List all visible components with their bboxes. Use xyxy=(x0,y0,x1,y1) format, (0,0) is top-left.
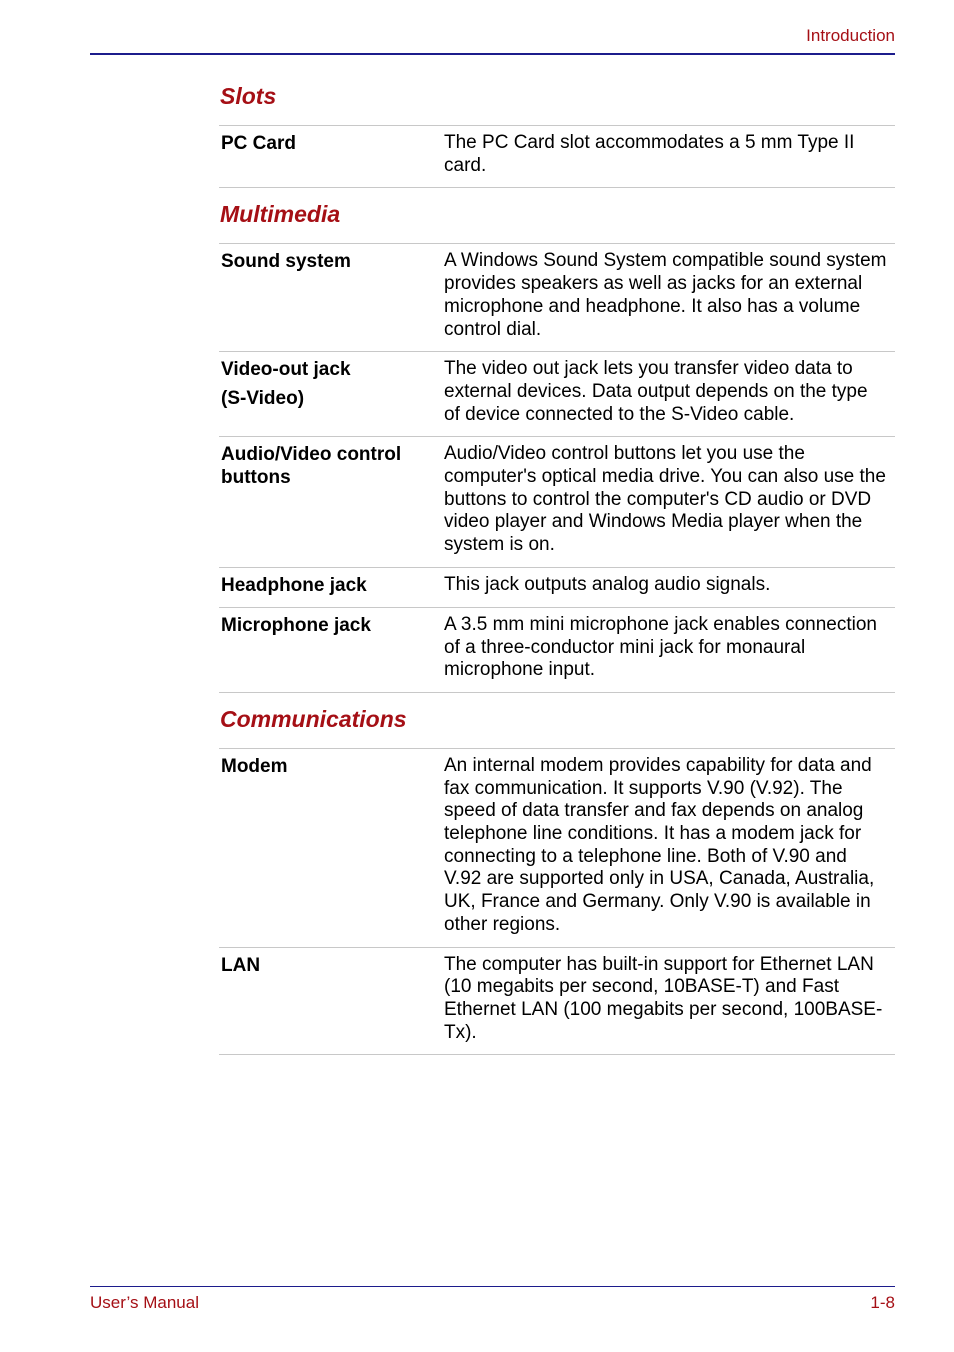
spec-term: Video-out jack xyxy=(221,359,351,381)
spec-description: The PC Card slot accommodates a 5 mm Type II card. xyxy=(444,132,855,176)
spec-description: A 3.5 mm mini microphone jack enables connection of a three-conductor mini jack for monaural microphone input. xyxy=(444,613,878,681)
spec-description: The computer has built-in support for Ethernet LAN (10 megabits per second, 10BASE-T) and Fast Ethernet LAN (100 megabits per second, 100BASE-Tx). xyxy=(444,953,883,1043)
table-row xyxy=(219,749,895,948)
table-row xyxy=(219,437,895,568)
spec-description: Audio/Video control buttons let you use the computer's optical media drive. You can also use the buttons to control the computer's CD audio or DVD video player and Windows Media player when the system is on. xyxy=(444,443,886,556)
spec-description: A Windows Sound System compatible sound system provides speakers as well as jacks for an external microphone and headphone. It also has a volume control dial. xyxy=(444,250,887,340)
section-multimedia xyxy=(219,198,895,693)
spec-term: Audio/Video control buttons xyxy=(221,444,402,489)
spec-term-sub: (S-Video) xyxy=(221,388,305,410)
section-title: Slots xyxy=(220,83,277,109)
table-row xyxy=(219,126,895,188)
spec-term: Microphone jack xyxy=(221,614,371,636)
spec-term: Headphone jack xyxy=(221,574,367,596)
table-row xyxy=(219,948,895,1056)
footer-rule xyxy=(90,1286,895,1287)
spec-table xyxy=(219,125,895,188)
spec-term: LAN xyxy=(221,954,261,976)
section-title: Communications xyxy=(220,705,407,732)
spec-table xyxy=(219,243,895,693)
spec-description: This jack outputs analog audio signals. xyxy=(444,573,771,595)
section-slots xyxy=(219,80,895,188)
table-row xyxy=(219,352,895,437)
table-row xyxy=(219,244,895,352)
section-title: Multimedia xyxy=(220,201,341,228)
spec-term-group xyxy=(219,358,444,426)
table-row xyxy=(219,608,895,693)
spec-content xyxy=(219,80,895,1055)
spec-term: PC Card xyxy=(221,133,296,154)
running-header: Introduction xyxy=(806,26,895,45)
spec-term: Sound system xyxy=(221,251,351,273)
page-number: 1-8 xyxy=(870,1293,895,1312)
spec-table xyxy=(219,748,895,1055)
spec-description: The video out jack lets you transfer video data to external devices. Data output depends on the type of device connected to the S-Video cable. xyxy=(444,358,868,425)
table-row xyxy=(219,568,895,608)
header-rule xyxy=(90,53,895,55)
spec-description: An internal modem provides capability for data and fax communication. It supports V.90 (V.92). The speed of data transfer and fax depends on analog telephone line conditions. It has a modem jack for connecting to a telephone line. Both of V.90 and V.92 are supported only in USA, Canada, Australia, UK, France and Germany. Only V.90 is available in other regions. xyxy=(444,754,875,935)
footer-manual-title: User’s Manual xyxy=(90,1293,199,1312)
spec-term: Modem xyxy=(221,755,288,777)
section-communications xyxy=(219,703,895,1055)
